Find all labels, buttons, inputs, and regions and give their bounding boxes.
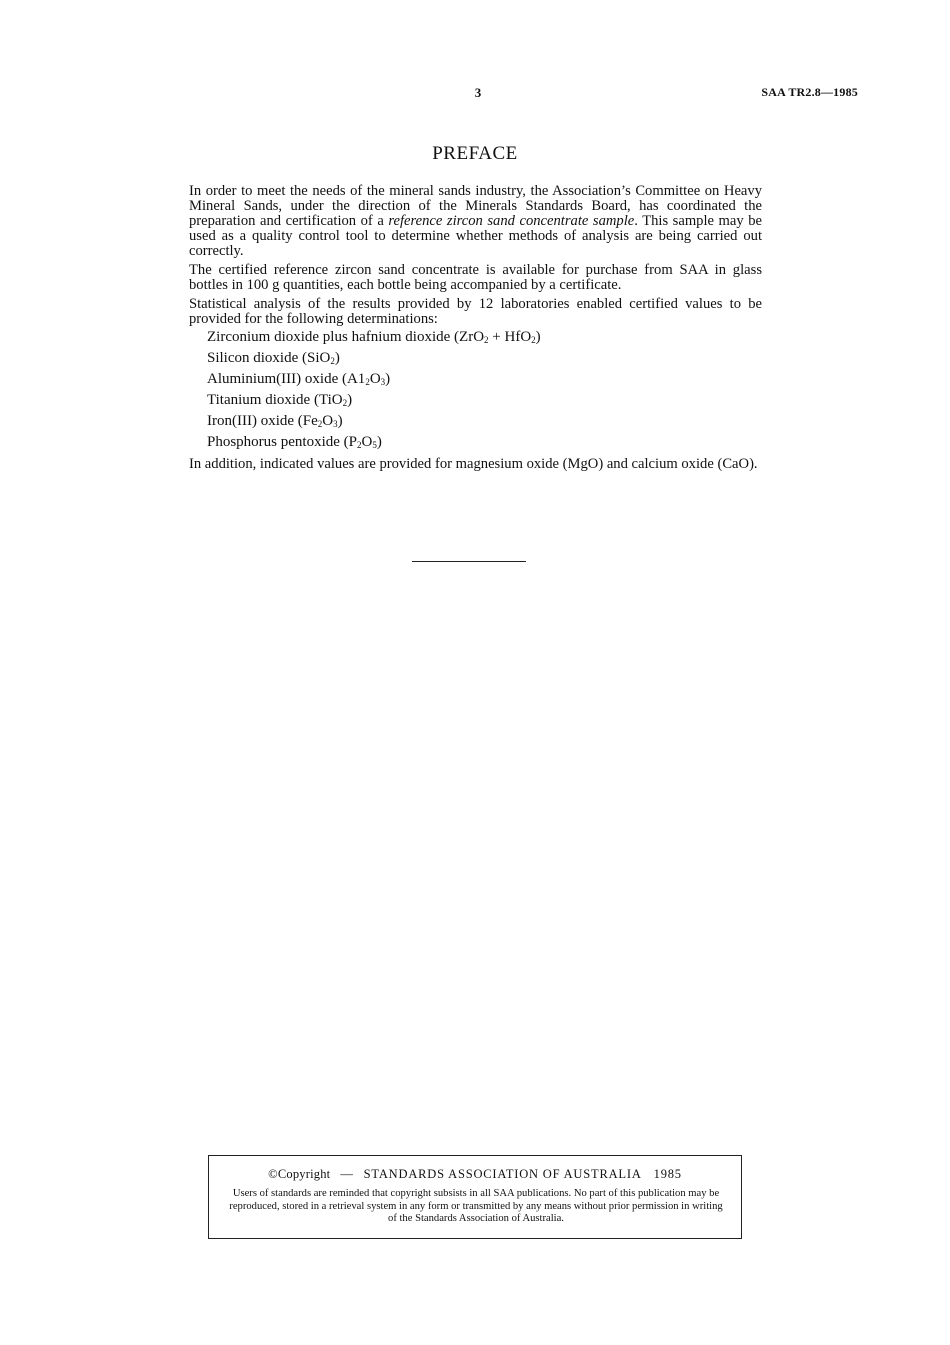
preface-body	[189, 184, 762, 476]
page-title: PREFACE	[432, 143, 518, 164]
intro-italic-term: reference zircon sand concentrate sample	[388, 213, 635, 229]
list-item: Iron(III) oxide $(Fe_2O_3)$	[207, 413, 343, 429]
statistics-paragraph: Statistical analysis of the results provided by 12 laboratories enabled certified values to be provided for the following determinations:	[189, 296, 762, 327]
section-divider	[412, 561, 526, 562]
determinations-list	[189, 327, 762, 453]
intro-paragraph	[189, 184, 762, 259]
document-id: SAA TR2.8—1985	[761, 85, 858, 99]
copyright-box	[208, 1155, 742, 1239]
intro-text-b: . This sample may be used as a quality control tool to determine whether methods of analysis are being carried out correctly.	[189, 213, 762, 259]
list-item: Silicon dioxide (SiO$_2$)	[207, 350, 340, 366]
list-item: Phosphorus pentoxide $(P_2O_5)$	[207, 434, 382, 450]
copyright-year: 1985	[653, 1167, 682, 1181]
copyright-dash: —	[340, 1167, 354, 1181]
copyright-line	[209, 1167, 741, 1182]
copyright-label: ©Copyright	[268, 1167, 331, 1181]
intro-text-a: In order to meet the needs of the mineral sands industry, the Association’s Committee on Heavy Mineral Sands, under the direction of the Minerals Standards Board, has coordinated the preparation and certification of a	[189, 183, 762, 229]
additional-values-paragraph: In addition, indicated values are provided for magnesium oxide (MgO) and calcium oxide (CaO).	[189, 456, 758, 472]
page-number: 3	[474, 85, 482, 100]
copyright-org: STANDARDS ASSOCIATION OF AUSTRALIA	[363, 1167, 642, 1181]
availability-paragraph: The certified reference zircon sand concentrate is available for purchase from SAA in glass bottles in 100 g quantities, each bottle being accompanied by a certificate.	[189, 262, 762, 293]
list-item: Aluminium(III) oxide $(A1_2O_3)$	[207, 371, 391, 387]
list-item: Titanium dioxide (TiO$_2$)	[207, 392, 353, 408]
list-item: Zirconium dioxide plus hafnium dioxide (ZrO$_2$ + HfO$_2$)	[207, 329, 541, 345]
copyright-notice: Users of standards are reminded that copyright subsists in all SAA publications. No part of this publication may be reproduced, stored in a retrieval system in any form or transmitted by any means without prior permission in writing of the Standards Association of Australia.	[229, 1188, 723, 1224]
